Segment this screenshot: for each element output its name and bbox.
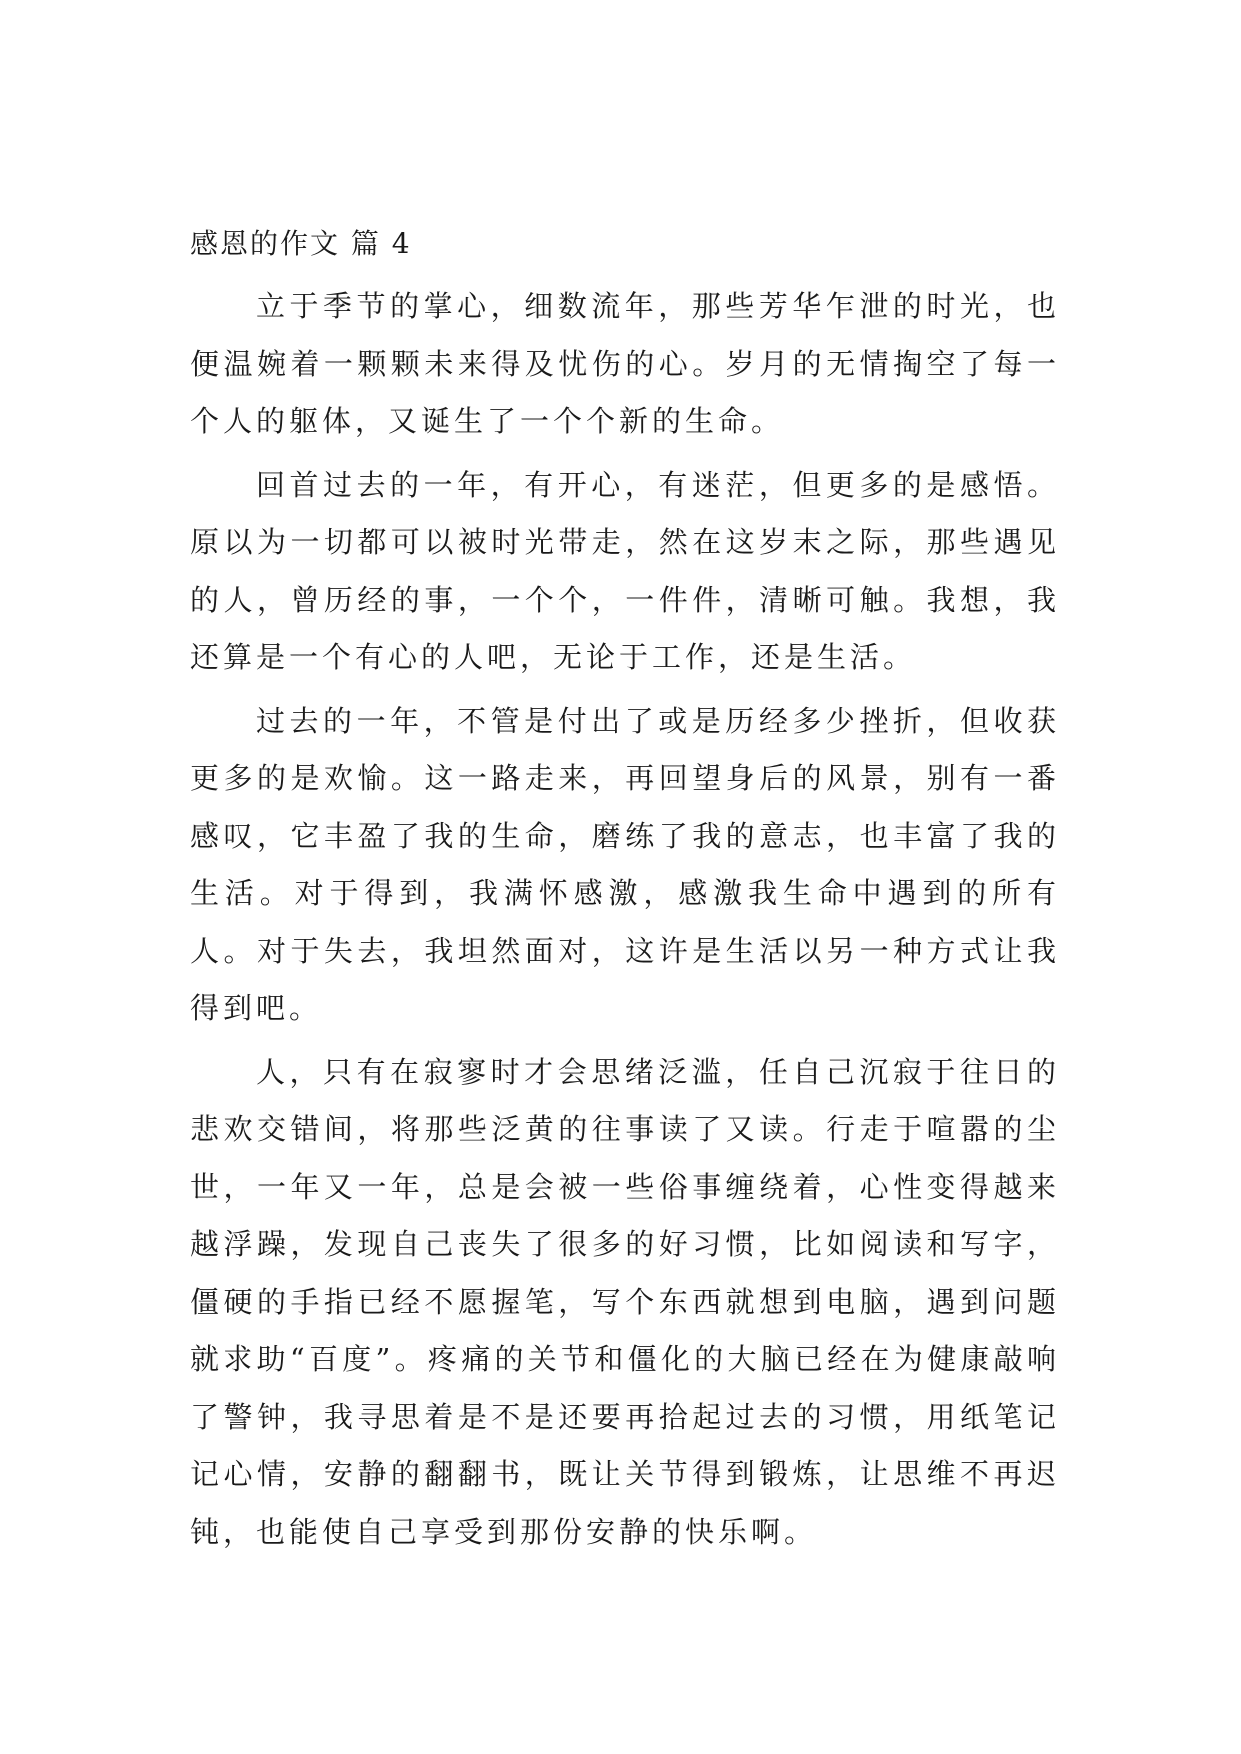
- paragraph-3: 过去的一年，不管是付出了或是历经多少挫折，但收获更多的是欢愉。这一路走来，再回望身后的风景，别有一番感叹，它丰盈了我的生命，磨练了我的意志，也丰富了我的生活。对于得到，我满怀感激，感激我生命中遇到的所有人。对于失去，我坦然面对，这许是生活以另一种方式让我得到吧。: [190, 703, 1060, 1025]
- document-title: 感恩的作文 篇 4: [190, 227, 412, 260]
- document-body: [190, 224, 1060, 1567]
- paragraph-1: 立于季节的掌心，细数流年，那些芳华乍泄的时光，也便温婉着一颗颗未来得及忧伤的心。岁月的无情掏空了每一个人的躯体，又诞生了一个个新的生命。: [190, 289, 1060, 438]
- paragraph-4: 人，只有在寂寥时才会思绪泛滥，任自己沉寂于往日的悲欢交错间，将那些泛黄的往事读了又读。行走于喧嚣的尘世，一年又一年，总是会被一些俗事缠绕着，心性变得越来越浮躁，发现自己丧失了很多的好习惯，比如阅读和写字，僵硬的手指已经不愿握笔，写个东西就想到电脑，遇到问题就求助“百度”。疼痛的关节和僵化的大脑已经在为健康敲响了警钟，我寻思着是不是还要再拾起过去的习惯，用纸笔记记心情，安静的翻翻书，既让关节得到锻炼，让思维不再迟钝，也能使自己享受到那份安静的快乐啊。: [190, 1054, 1060, 1549]
- paragraph-2: 回首过去的一年，有开心，有迷茫，但更多的是感悟。原以为一切都可以被时光带走，然在这岁末之际，那些遇见的人，曾历经的事，一个个，一件件，清晰可触。我想，我还算是一个有心的人吧，无论于工作，还是生活。: [190, 467, 1060, 674]
